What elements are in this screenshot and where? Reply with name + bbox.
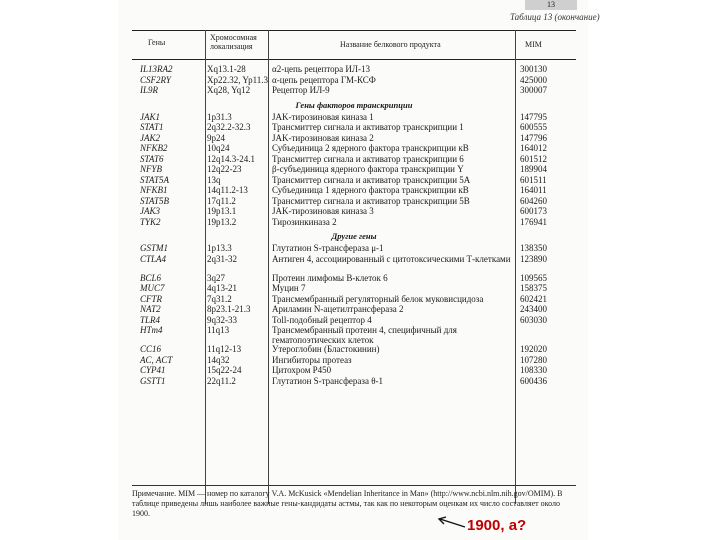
cell-locus: 9q32-33: [207, 314, 237, 325]
table-caption: Таблица 13 (окончание): [510, 12, 600, 22]
cell-product: Утероглобин (Бластокинин): [272, 344, 380, 354]
cell-locus: 8p23.1-21.3: [207, 304, 251, 314]
cell-product: Субъединица 1 ядерного фактора транскрипции кВ: [272, 185, 469, 195]
cell-gene: NFKB1: [140, 185, 168, 195]
cell-locus: 14q32: [207, 354, 230, 365]
cell-product: Трансмиттер сигнала и активатор транскрипции 5A: [272, 174, 471, 185]
cell-gene: JAK1: [140, 111, 160, 122]
cell-locus: 12q22-23: [207, 164, 242, 174]
cell-product: α-цепь рецептора ГМ-КСФ: [272, 74, 376, 85]
header-gene: Гены: [148, 38, 166, 47]
cell-locus: 11q12-13: [207, 344, 242, 354]
cell-product: Toll-подобный рецептор 4: [272, 314, 372, 325]
header-mim: MIM: [525, 40, 542, 49]
cell-locus: 13q: [207, 174, 221, 185]
cell-gene: NFKB2: [140, 143, 168, 153]
cell-gene: BCL6: [140, 272, 162, 283]
cell-locus: 2q32.2-32.3: [207, 122, 251, 132]
cell-locus: Xp22.32, Yp11.3: [207, 74, 269, 85]
cell-locus: 11q13: [207, 325, 230, 335]
cell-gene: JAK2: [140, 132, 160, 143]
cell-gene: STAT1: [140, 122, 164, 132]
cell-gene: MUC7: [140, 283, 165, 293]
cell-product: Трансмембранный протеин 4, специфичный для гематопоэтических клеток: [272, 325, 457, 345]
cell-locus: 1p31.3: [207, 111, 232, 122]
cell-locus: Xq28, Yq12: [207, 85, 251, 95]
cell-mim: 147796: [520, 132, 547, 143]
cell-mim: 600173: [520, 206, 547, 216]
cell-locus: Xq13.1-28: [207, 64, 246, 74]
cell-gene: NFYB: [140, 164, 163, 174]
cell-gene: STAT5B: [140, 195, 170, 206]
cell-product: Рецептор ИЛ-9: [272, 85, 330, 95]
cell-product: JAK-тирозиновая киназа 1: [272, 111, 374, 122]
cell-mim: 192020: [520, 344, 547, 354]
cell-product: Глутатион S-трансфераза θ-1: [272, 375, 384, 386]
cell-gene: HTm4: [140, 325, 163, 335]
cell-product: Ариламин N-ацетилтрансфераза 2: [272, 304, 404, 314]
footnote: Примечание. MIM — номер по каталогу V.A. McKusick «Mendelian Inheritance in Man» (http://www.ncbi.nlm.nih.gov/OMIM). В таблице приведены лишь наиболее важные гены-кандидаты астмы, так как по некоторым оценкам их число составляет около 1900.: [132, 485, 576, 519]
cell-product: Трансмиттер сигнала и активатор транскрипции 1: [272, 122, 464, 132]
cell-mim: 109565: [520, 272, 547, 283]
cell-mim: 176941: [520, 216, 547, 227]
section-title: Другие гены: [331, 231, 377, 241]
cell-locus: 14q11.2-13: [207, 185, 248, 195]
cell-locus: 15q22-24: [207, 365, 242, 375]
cell-mim: 601512: [520, 153, 547, 164]
cell-mim: 600436: [520, 375, 547, 386]
cell-product: α2-цепь рецептора ИЛ-13: [272, 64, 370, 74]
arrow-icon: [436, 516, 466, 530]
cell-mim: 600555: [520, 122, 547, 132]
cell-gene: CTLA4: [140, 253, 167, 264]
cell-mim: 604260: [520, 195, 547, 206]
cell-mim: 602421: [520, 293, 547, 304]
cell-mim: 601511: [520, 174, 547, 185]
cell-gene: GSTM1: [140, 243, 169, 253]
cell-product: Протеин лимфомы В-клеток 6: [272, 272, 388, 283]
header-product: Название белкового продукта: [340, 40, 441, 49]
cell-gene: GSTT1: [140, 375, 166, 386]
cell-mim: 300130: [520, 64, 547, 74]
cell-product: Муцин 7: [272, 283, 306, 293]
cell-gene: CYP41: [140, 365, 166, 375]
cell-product: Трансмиттер сигнала и активатор транскрипции 6: [272, 153, 464, 164]
cell-mim: 189904: [520, 164, 547, 174]
cell-locus: 1p13.3: [207, 243, 232, 253]
cell-gene: IL9R: [140, 85, 158, 95]
cell-product: Антиген 4, ассоциированный с цитотоксическими Т-клетками: [272, 253, 511, 264]
handwritten-annotation: 1900, а?: [467, 517, 527, 534]
section-title: Гены факторов транскрипции: [295, 99, 413, 110]
cell-mim: 425000: [520, 74, 547, 85]
cell-locus: 17q11.2: [207, 195, 236, 206]
cell-mim: 164012: [520, 143, 547, 153]
cell-locus: 22q11.2: [207, 375, 236, 386]
cell-gene: STAT5A: [140, 174, 170, 185]
cell-mim: 147795: [520, 111, 547, 122]
cell-locus: 7q31.2: [207, 293, 232, 304]
cell-product: Цитохром Р450: [272, 365, 332, 375]
cell-gene: CFTR: [140, 293, 163, 304]
cell-product: JAK-тирозиновая киназа 3: [272, 206, 374, 216]
header-locus: Хромосомная локализация: [210, 33, 257, 51]
cell-gene: TYK2: [140, 216, 161, 227]
cell-locus: 2q31-32: [207, 253, 237, 264]
cell-mim: 107280: [520, 354, 547, 365]
cell-mim: 158375: [520, 283, 547, 293]
cell-product: Трансмиттер сигнала и активатор транскрипции 5B: [272, 195, 470, 206]
cell-mim: 243400: [520, 304, 547, 314]
cell-product: JAK-тирозиновая киназа 2: [272, 132, 374, 143]
cell-mim: 300007: [520, 85, 547, 95]
cell-product: β-субъединица ядерного фактора транскрипции Y: [272, 164, 464, 174]
cell-product: Ингибиторы протеаз: [272, 354, 352, 365]
cell-gene: JAK3: [140, 206, 160, 216]
cell-product: Трансмембранный регуляторный белок муковисцидоза: [272, 293, 484, 304]
cell-gene: TLR4: [140, 314, 161, 325]
cell-locus: 10q24: [207, 143, 230, 153]
cell-locus: 12q14.3-24.1: [207, 153, 255, 164]
cell-mim: 164011: [520, 185, 547, 195]
cell-locus: 9p24: [207, 132, 225, 143]
cell-gene: STAT6: [140, 153, 164, 164]
cell-gene: NAT2: [140, 304, 161, 314]
cell-mim: 123890: [520, 253, 547, 264]
cell-mim: 603030: [520, 314, 547, 325]
cell-product: Глутатион S-трансфераза μ-1: [272, 243, 384, 253]
cell-mim: 138350: [520, 243, 547, 253]
page-number: 13: [525, 0, 577, 10]
cell-locus: 3q27: [207, 272, 225, 283]
cell-mim: 108330: [520, 365, 547, 375]
cell-locus: 19p13.2: [207, 216, 237, 227]
cell-gene: IL13RA2: [140, 64, 173, 74]
cell-gene: AC, ACT: [140, 354, 173, 365]
cell-gene: CSF2RY: [140, 74, 171, 85]
cell-gene: CC16: [140, 344, 162, 354]
cell-product: Субъединица 2 ядерного фактора транскрипции кВ: [272, 143, 469, 153]
cell-locus: 19p13.1: [207, 206, 237, 216]
cell-product: Тирозинкиназа 2: [272, 216, 337, 227]
cell-locus: 4q13-21: [207, 283, 237, 293]
